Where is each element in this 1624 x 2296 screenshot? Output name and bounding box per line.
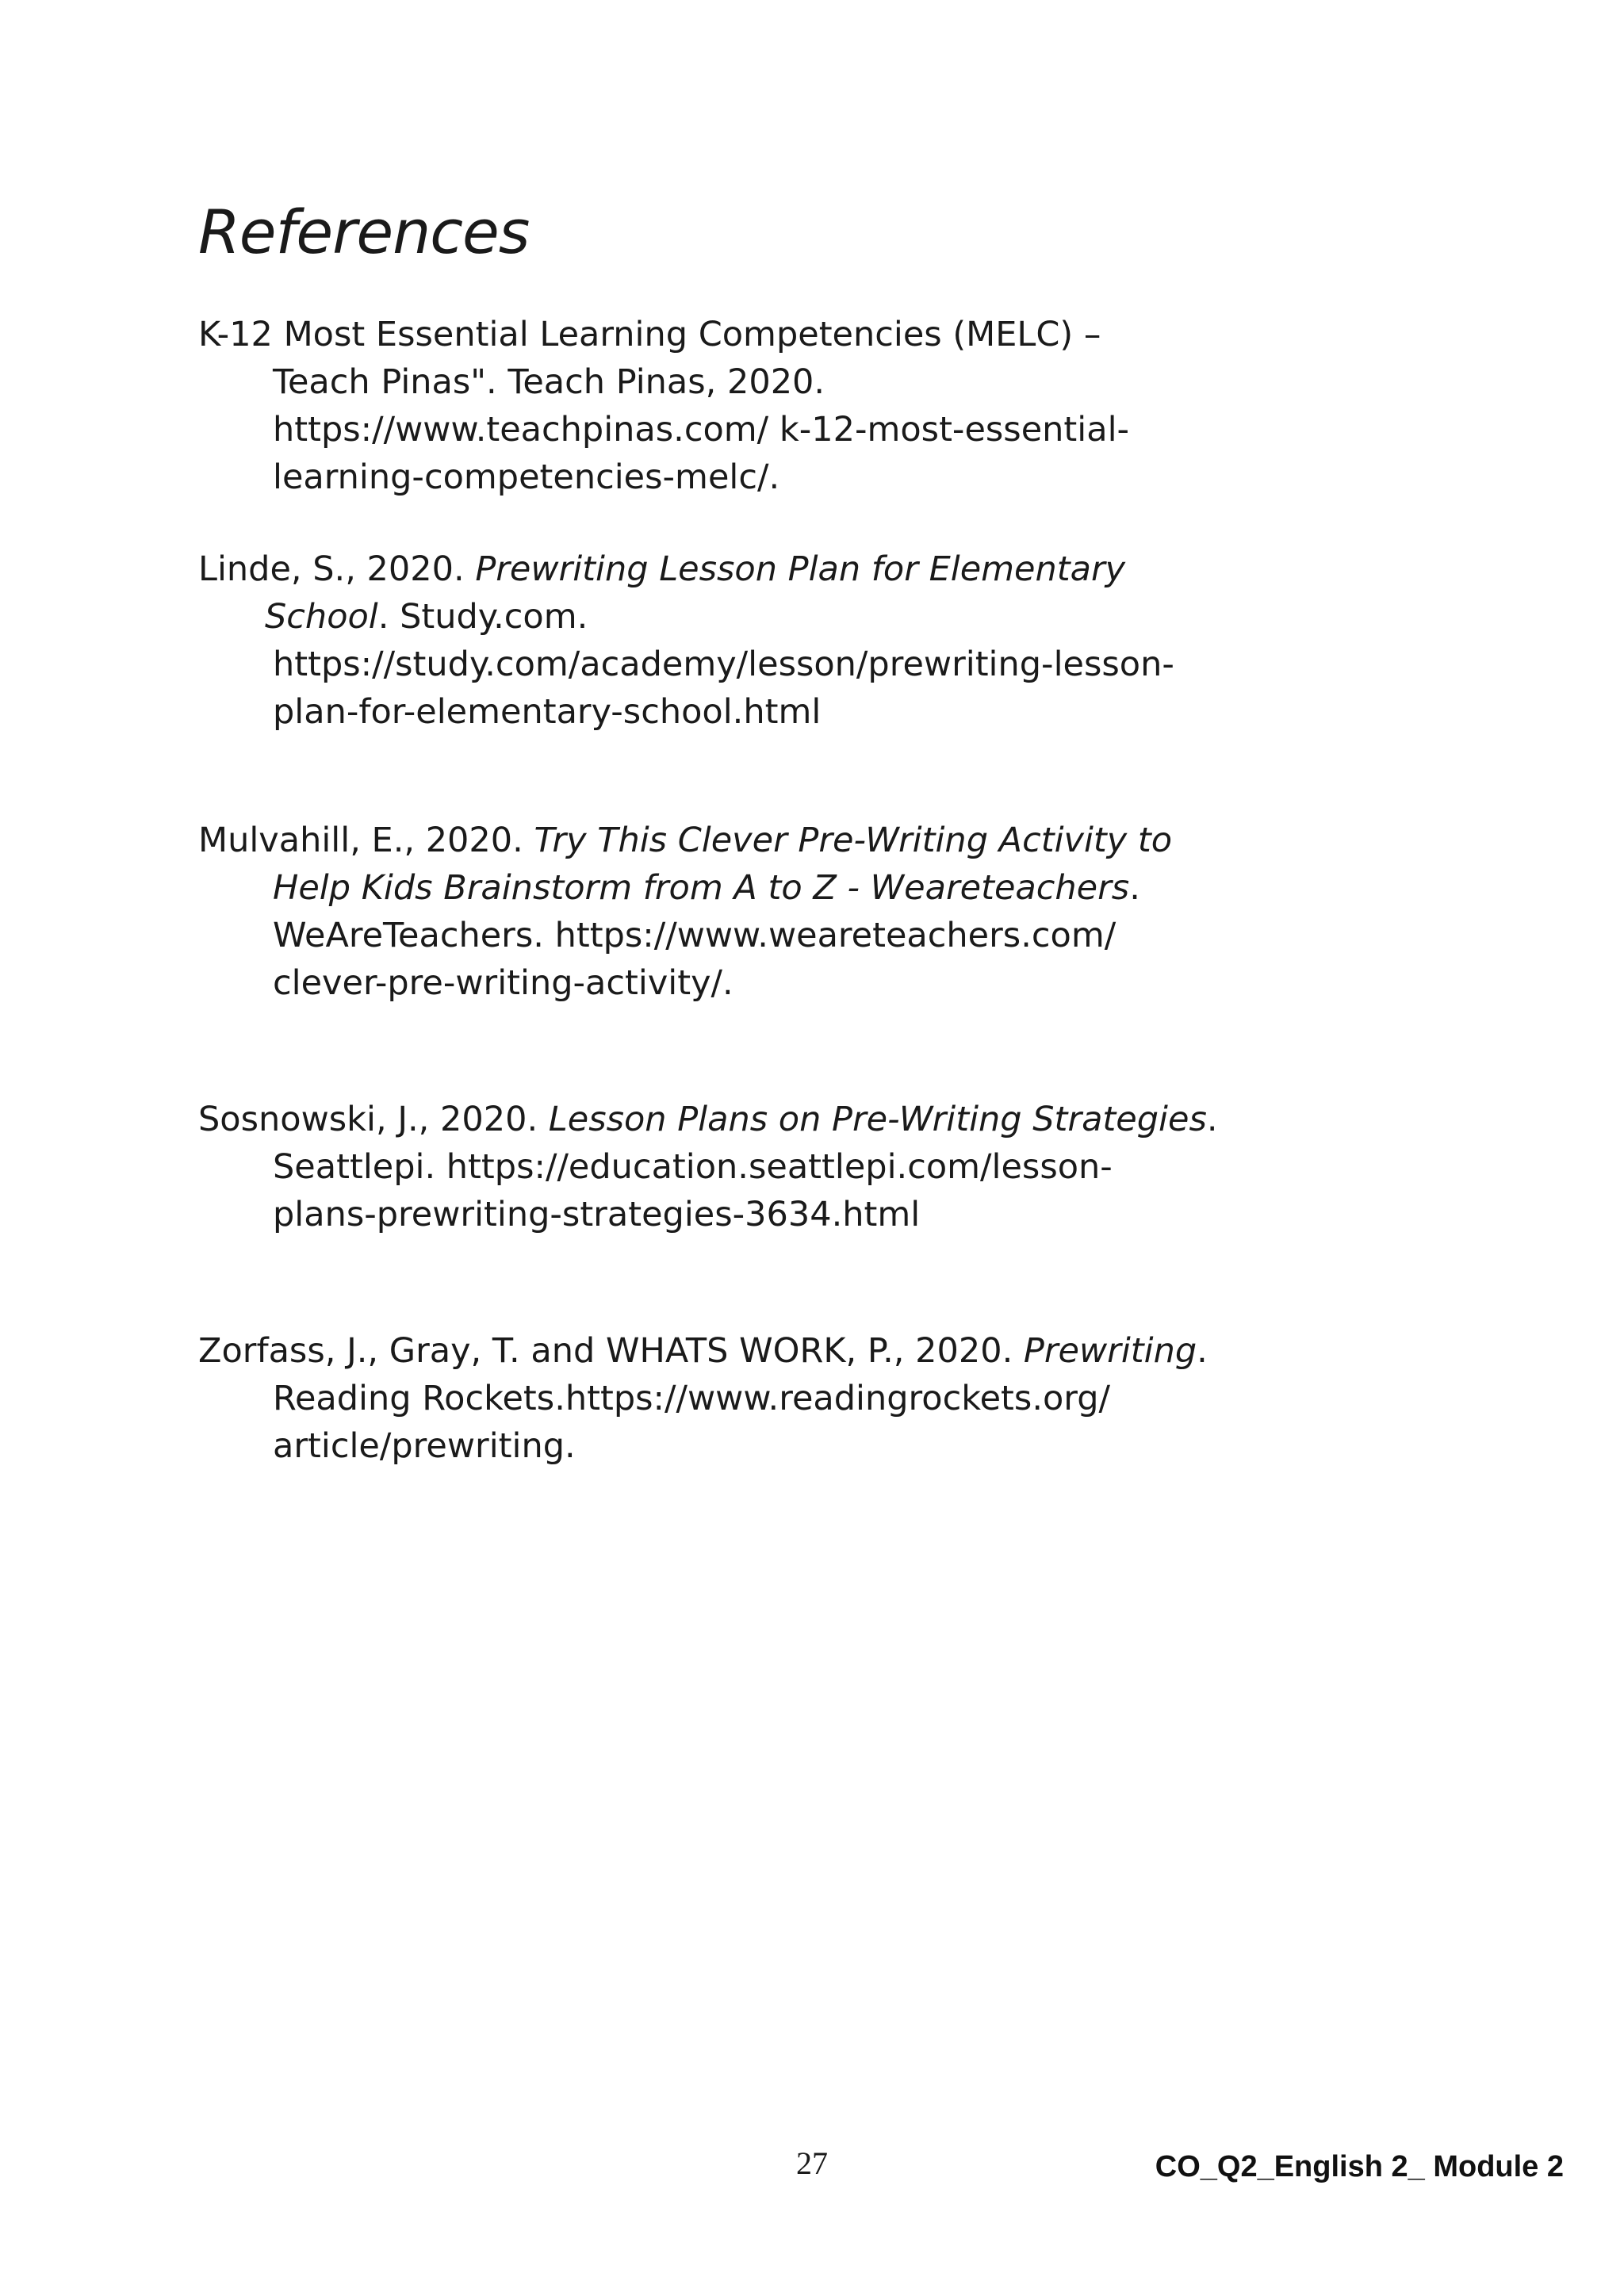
reference-url[interactable]: article/prewriting.	[273, 1426, 576, 1466]
reference-title: Prewriting Lesson Plan for Elementary	[475, 549, 1126, 589]
page-number: 27	[796, 2145, 828, 2181]
reference-url[interactable]: plans-prewriting-strategies-3634.html	[273, 1195, 921, 1234]
reference-text: K-12 Most Essential Learning Competencies (MELC) –	[198, 315, 1101, 354]
reference-publisher: . Study.com.	[377, 597, 588, 637]
reference-entry-zorfass	[198, 1327, 1308, 1470]
reference-title: Help Kids Brainstorm from A to Z - Weareteachers	[273, 868, 1130, 908]
reference-author: Sosnowski, J., 2020.	[198, 1100, 549, 1139]
reference-url[interactable]: https://www.teachpinas.com/ k-12-most-essential-	[273, 410, 1130, 450]
reference-title: Lesson Plans on Pre-Writing Strategies	[548, 1100, 1207, 1139]
module-code: CO_Q2_English 2_ Module 2	[1155, 2150, 1564, 2183]
reference-title: Try This Clever Pre-Writing Activity to	[534, 821, 1173, 860]
reference-entry-sosnowski	[198, 1096, 1308, 1238]
reference-url[interactable]: learning-competencies-melc/.	[273, 457, 780, 497]
reference-text: Teach Pinas". Teach Pinas, 2020.	[273, 362, 825, 402]
reference-author: Linde, S., 2020.	[198, 549, 476, 589]
reference-author: Mulvahill, E., 2020.	[198, 821, 534, 860]
reference-url[interactable]: clever-pre-writing-activity/.	[273, 963, 733, 1003]
reference-punctuation: .	[1206, 1100, 1218, 1139]
reference-punctuation: .	[1197, 1331, 1208, 1371]
reference-url[interactable]: plan-for-elementary-school.html	[273, 692, 822, 732]
reference-punctuation: .	[1129, 868, 1140, 908]
reference-url[interactable]: WeAreTeachers. https://www.weareteachers.com/	[273, 916, 1116, 955]
reference-author: Zorfass, J., Gray, T. and WHATS WORK, P., 2020.	[198, 1331, 1024, 1371]
references-list	[198, 311, 1308, 1470]
reference-url[interactable]: Reading Rockets.https://www.readingrockets.org/	[273, 1379, 1110, 1418]
reference-url[interactable]: https://study.com/academy/lesson/prewriting-lesson-	[273, 645, 1174, 684]
reference-entry-linde	[198, 545, 1308, 736]
page-title: References	[198, 197, 530, 267]
reference-entry-mulvahill	[198, 817, 1308, 1007]
reference-url[interactable]: Seattlepi. https://education.seattlepi.com/lesson-	[273, 1147, 1113, 1187]
reference-entry-melc	[198, 311, 1308, 501]
reference-title: School	[265, 597, 378, 637]
reference-title: Prewriting	[1023, 1331, 1197, 1371]
